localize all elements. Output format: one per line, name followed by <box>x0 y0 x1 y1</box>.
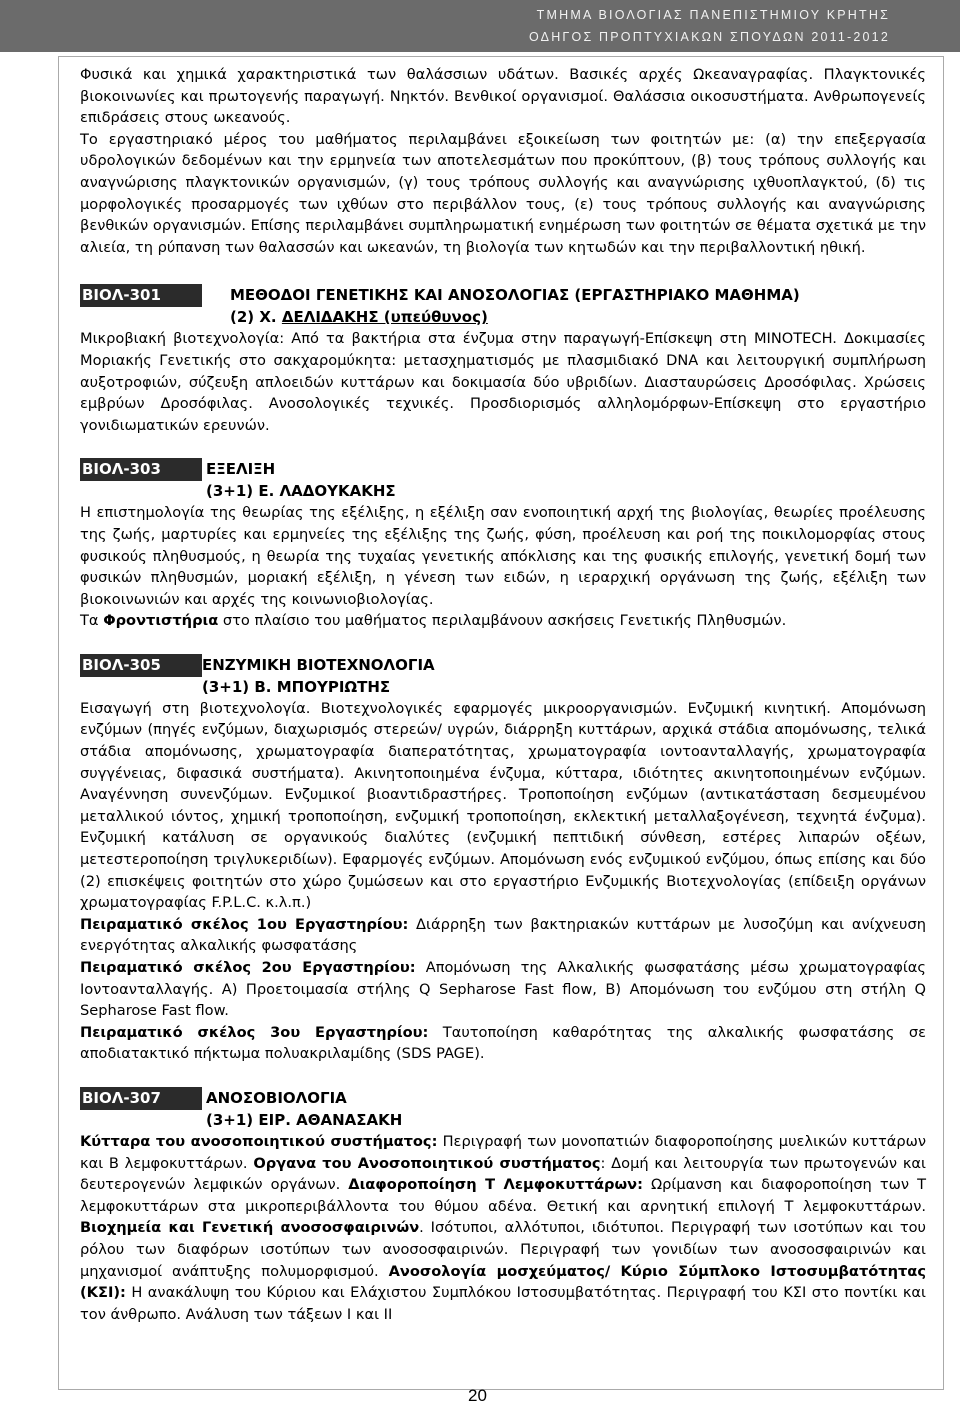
tutorial-note: Τα Φροντιστήρια στο πλαίσιο του μαθήματος περιλαμβάνουν ασκήσεις Γενετικής Πληθυσμών. <box>80 612 787 630</box>
page-header <box>0 0 960 52</box>
intro-paragraph-1: Φυσικά και χημικά χαρακτηριστικά των θαλάσσιων υδάτων. Βασικές αρχές Ωκεαναγραφίας. Πλαγκτονικές βιοκοινωνίες και πρωτογενής παραγωγή. Νηκτόν. Βενθικοί οργανισμοί. Θαλάσσια οικοσυστήματα. Ανθρωπογενείς επιδράσεις στους ωκεανούς. <box>80 66 926 127</box>
course-title: ΕΝΖΥΜΙΚΗ ΒΙΟΤΕΧΝΟΛΟΓΙΑ <box>202 655 435 674</box>
course-biol-307 <box>80 1087 926 1325</box>
course-description: Κύτταρα του ανοσοποιητικού συστήματος: Περιγραφή των μονοπατιών διαφοροποίησης μυελικών κυττάρων και Β λεμφοκυττάρων. Οργανα του Ανοσοποιητικού συστήματος: Δομή και λειτουργία των πρωτογενών και δευτερογενών λεμφικών οργάνων. Διαφοροποίηση Τ Λεμφοκυττάρων: Ωρίμανση και διαφοροποίηση των Τ λεμφοκυττάρων στα μικροπεριβάλλοντα του θύμου αδένα. Θετική και αρνητική επιλογή Τ λεμφοκυττάρων. Βιοχημεία και Γενετική ανοσοσφαιρινών. Ισότυποι, αλλότυποι, ιδιότυποι. Περιγραφή των ισοτύπων και του ρόλου των διαφόρων ισοτύπων των ανοσοσφαιρινών. Περιγραφή των γονιδίων των ανοσοσφαιρινών και μηχανισμοί ανάπτυξης πολυμορφισμού. Ανοσολογία μοσχεύματος/ Κύριο Σύμπλοκο Ιστοσυμβατότητας (ΚΣΙ): Η ανακάλυψη του Κύριου και Ελάχιστου Συμπλόκου Ιστοσυμβατότητας. Περιγραφή του ΚΣΙ στο ποντίκι και τον άνθρωπο. Ανάλυση των τάξεων Ι και ΙΙ <box>80 1132 927 1323</box>
course-code: ΒΙΟΛ-303 <box>80 458 202 481</box>
course-biol-301 <box>80 284 926 436</box>
course-code: ΒΙΟΛ-305 <box>80 654 202 677</box>
course-credits: (2) Χ. <box>230 308 277 327</box>
course-description: Εισαγωγή στη βιοτεχνολογία. Βιοτεχνολογικές εφαρμογές μικροοργανισμών. Ενζυμική κινητική. Απομόνωση ενζύμων (πηγές ενζύμων, διαχωρισμός στερεών/ υγρών, διάρρηξη κυττάρων, αρχικά στάδια απομόνωσης, τελικά στάδια απομόνωσης, χρωματογραφία διαπερατότητας, χρωματογραφία ιοντοανταλλαγής, χρωματογραφία συγγένειας, διφασικά συστήματα). Ακινητοποιημένα ένζυμα, κύτταρα, ιδιότητες ακινητοποιημένων ενζύμων. Αναγέννηση συνενζύμων. Ενζυμικοί βιοαντιδραστήρες. Τροποποίηση ενζύμων (αντικατάσταση δεσμευμένου μεταλλικού ιόντος, χημική τροποποίηση, ενζυμική τροποποίηση, εκλεκτική μεταλλαξογένεση, τεχνητά ένζυμα). Ενζυμική κατάλυση σε οργανικούς διαλύτες (ενζυμική πεπτιδική σύνθεση, εστέρες λιπαρών οξέων, μετεστεροποίηση τριγλυκεριδίων). Εφαρμογές ενζύμων. Απομόνωση ενός ενζυμικού ενζύμου, όπως επίσης και δύο (2) επισκέψεις φοιτητών στο χώρο ζυμώσεων και στο εργαστήριο Ενζυμικής Βιοτεχνολογίας (επίδειξη οργάνων χρωματογραφίας F.P.L.C. κ.λ.π.) <box>80 699 926 912</box>
intro-paragraph-2: Το εργαστηριακό μέρος του μαθήματος περιλαμβάνει εξοικείωση των φοιτητών με: (α) την επεξεργασία υδρολογικών δεδομένων και την ερμηνεία των αποτελεσμάτων που προκύπτουν, (β) τους τρόπους συλλογής και αναγνώρισης πλαγκτονικών οργανισμών, (γ) τους τρόπους συλλογής και αναγνώρισης ιχθυοπλαγκτού, (δ) τις μορφολογικές προσαρμογές των ιχθύων στο περιβάλλον τους, (ε) τους τρόπους συλλογής και αναγνώρισης βενθικών οργανισμών. Επίσης περιλαμβάνει συμπληρωματική ενημέρωση των φοιτητών σε θέματα σχετικά με την αλιεία, τη ρύπανση των θαλασσών και ωκεανών, τη βιολογία των κητωδών και την περιβαλλοντική ηθική. <box>80 130 926 256</box>
header-guide-title: ΟΔΗΓΟΣ ΠΡΟΠΤΥΧΙΑΚΩΝ ΣΠΟΥΔΩΝ 2011-2012 <box>529 30 890 44</box>
page-content <box>80 64 926 1325</box>
course-instructor <box>230 307 926 328</box>
lab-2: Πειραματικό σκέλος 2ου Εργαστηρίου: Απομόνωση της Αλκαλικής φωσφατάσης μέσω χρωματογραφίας Ιοντοανταλλαγής. Α) Προετοιμασία στήλης Q Sepharose Fast flow, Β) Απομόνωση του ενζύμου στη στήλη Q Sepharose Fast flow. <box>80 959 926 1020</box>
lab-1: Πειραματικό σκέλος 1ου Εργαστηρίου: Διάρρηξη των βακτηριακών κυττάρων με λυσοζύμη και ανίχνευση ενεργότητας αλκαλικής φωσφατάσης <box>80 915 926 955</box>
header-department: ΤΜΗΜΑ ΒΙΟΛΟΓΙΑΣ ΠΑΝΕΠΙΣΤΗΜΙΟΥ ΚΡΗΤΗΣ <box>536 8 890 22</box>
course-biol-303 <box>80 458 926 632</box>
lab-3: Πειραματικό σκέλος 3ου Εργαστηρίου: Ταυτοποίηση καθαρότητας της αλκαλικής φωσφατάσης σε αποδιατακτικό πήκτωμα πολυακριλαμίδης (SDS PAGE). <box>80 1023 926 1063</box>
course-code: ΒΙΟΛ-307 <box>80 1087 202 1110</box>
course-instructor: (3+1) ΕΙΡ. ΑΘΑΝΑΣΑΚΗ <box>206 1110 403 1129</box>
instructor-name: ΔΕΛΙΔΑΚΗΣ (υπεύθυνος) <box>281 308 488 327</box>
course-instructor: (3+1) Ε. ΛΑΔΟΥΚΑΚΗΣ <box>206 482 396 501</box>
course-instructor: (3+1) Β. ΜΠΟΥΡΙΩΤΗΣ <box>202 677 391 696</box>
course-title: ΜΕΘΟΔΟΙ ΓΕΝΕΤΙΚΗΣ ΚΑΙ ΑΝΟΣΟΛΟΓΙΑΣ (ΕΡΓΑΣΤΗΡΙΑΚΟ ΜΑΘΗΜΑ) <box>230 286 800 305</box>
course-description: Η επιστημολογία της θεωρίας της εξέλιξης, η εξέλιξη σαν ενοποιητική αρχή της βιολογίας, θεωρίες προέλευσης της ζωής, μαρτυρίες και ερμηνείες της εξέλιξης της ζωής, φύση, προέλευση και ροή της ποικιλομορφίας στους φυσικούς πληθυσμούς, η θεωρία της τυχαίας γενετικής απόκλισης και της φυσικής επιλογής, γενετική δομή των φυσικών πληθυσμών, μοριακή εξέλιξη, η γένεση των ειδών, η ιεραρχική οργάνωση της ζωής, εξέλιξη των βιοκοινωνιών και αρχές της κοινωνιοβιολογίας. <box>80 504 926 608</box>
course-title: ΑΝΟΣΟΒΙΟΛΟΓΙΑ <box>206 1088 347 1107</box>
course-description: Μικροβιακή βιοτεχνολογία: Από τα βακτήρια στα ένζυμα στην παραγωγή-Επίσκεψη στη ΜΙΝΟΤΕCH. Δοκιμασίες Μοριακής Γενετικής στο σακχαρομύκητα: μετασχηματισμός με πλασμιδιακό DNA και λειτουργική συμπλήρωση αυξοτροφιών, σύζευξη απλοειδών κυττάρων και δοκιμασία δύο υβριδίων. Διασταυρώσεις Δροσόφιλας. Χρώσεις εμβρύων Δροσόφιλας. Ανοσολογικές τεχνικές. Προσδιορισμός αλληλομόρφων-Επίσκεψη στο εργαστήριο γονιδιωματικών ερευνών. <box>80 330 926 434</box>
course-biol-305 <box>80 654 926 1065</box>
course-title: ΕΞΕΛΙΞΗ <box>206 460 276 479</box>
page-number: 20 <box>468 1386 487 1405</box>
course-code: ΒΙΟΛ-301 <box>80 284 202 307</box>
